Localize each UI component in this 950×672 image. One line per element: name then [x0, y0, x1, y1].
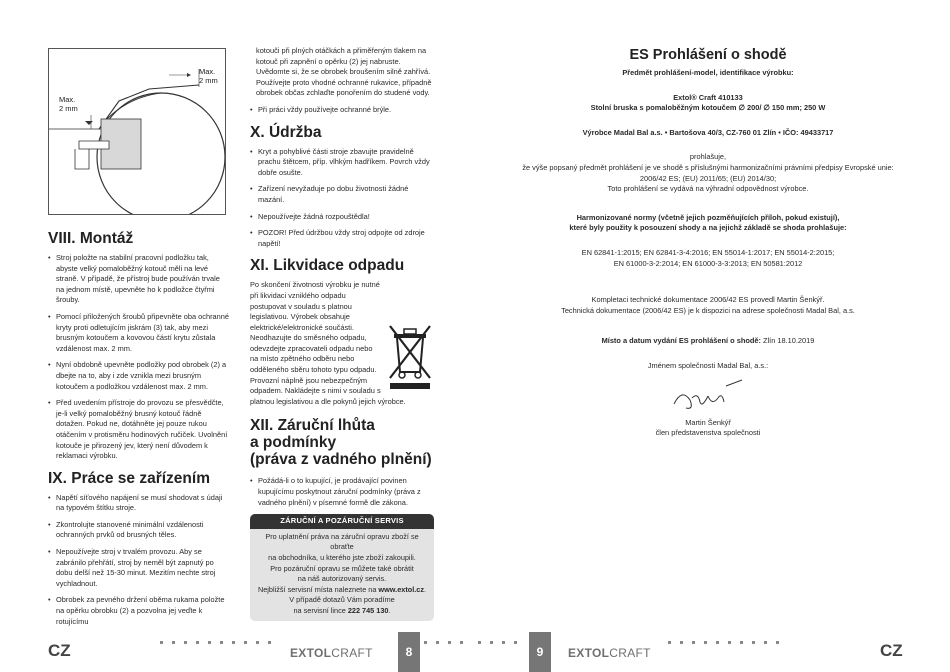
- section-12-title-line1: XII. Záruční lhůta: [250, 417, 375, 435]
- service-web-text: Nejbližší servisní místa naleznete na: [257, 584, 379, 594]
- norm-list-1: EN 62841-1:2015; EN 62841-3-4:2016; EN 55014-1:2017; EN 55014-2:2015;: [581, 247, 835, 257]
- service-body: [250, 529, 434, 621]
- norms-heading-2: které byly použity k posouzení shody a na jejichž základě se shoda prohlašuje:: [569, 223, 847, 233]
- weee-bin-icon: [386, 320, 434, 390]
- section-11-text: Po skončení životnosti výrobku je nutné při likvidaci vzniklého odpadu postupovat v souladu s platnou legislativou. Výrobek obsahuje elektrické/elektronické součásti. Neodhazujte do směsného odpadu, odevzdejte zpracovateli odpadu nebo na místo zpětného odběru nebo odděleného sběru tohoto typu odpadu. Provozní náplně jsou nebezpečným odpadem. Nakládejte s nimi v souladu s platnou legislativou a dle pokynů jejich výrobce.: [250, 280, 406, 406]
- service-web-line: [254, 585, 430, 596]
- language-code-right: CZ: [880, 641, 903, 660]
- right-column: [250, 46, 434, 621]
- service-line: Pro uplatnění práva na záruční opravu zboží se obraťte: [265, 531, 419, 552]
- list-item: • Nyní obdobně upevněte podložky pod obrobek (2) a dbejte na to, aby i zde vznikla mezi brusným kotoučem a podložkou vzdálenost max. 2 mm.: [48, 360, 230, 392]
- label-right-line2: 2 mm: [199, 76, 218, 85]
- grinder-figure: [48, 48, 226, 215]
- declaration-title: ES Prohlášení o shodě: [629, 47, 787, 63]
- brand-thin: CRAFT: [331, 646, 373, 660]
- service-line: V případě dotazů Vám poradíme: [289, 595, 395, 605]
- on-behalf: Jménem společnosti Madal Bal, a.s.:: [647, 360, 769, 370]
- service-web-link[interactable]: www.extol.cz: [378, 584, 424, 594]
- product-description: Stolní bruska s pomaloběžným kotoučem ∅ 200/ ∅ 150 mm; 250 W: [590, 103, 826, 113]
- section-10-list: [250, 147, 434, 250]
- brand-bold: EXTOL: [290, 646, 332, 660]
- list-item: • Stroj položte na stabilní pracovní podložku tak, abyste velký pomaloběžný kotouč měli na levé straně. V případě, že přístroj bude používán trvale na jednom místě, upevněte ho k podložce čtyřmi šrouby.: [48, 253, 230, 306]
- signature: [508, 372, 908, 418]
- declares: prohlašuje,: [689, 152, 727, 162]
- tech-doc-1: Kompletaci technické dokumentace 2006/42 ES provedl Martin Šenkýř.: [591, 295, 825, 305]
- service-line: na obchodníka, u kterého jste zboží zakoupili.: [268, 553, 416, 562]
- label-left-line2: 2 mm: [59, 104, 78, 113]
- section-11-body: [250, 280, 434, 407]
- service-phone-end: .: [388, 605, 391, 615]
- page-number-right: 9: [529, 632, 551, 672]
- manufacturer: Výrobce Madal Bal a.s. • Bartošova 40/3, CZ-760 01 Zlín • IČO: 49433717: [582, 127, 834, 137]
- list-item: • Zkontrolujte stanovené minimální vzdálenosti ochranných prvků od brusných těles.: [48, 520, 230, 541]
- list-item: • Před uvedením přístroje do provozu se přesvědčte, je-li velký pomaloběžný brusný kotouč řádně dotažen. Pokud ne, dotáhněte jej pouze rukou otáčením v protisměru hodinových ručiček. Uvolnění kotouče je přirozený jev, který není důvodem k reklamaci výrobku.: [48, 398, 230, 462]
- list-item: • Nepoužívejte stroj v trvalém provozu. Aby se zabránilo přehřátí, stroj by neměl být zapnutý po dobu delší než 15-30 minut. Mezitím nechte stroj vychladnout.: [48, 547, 230, 589]
- section-10-title: X. Údržba: [250, 123, 322, 141]
- list-item: • Kryt a pohyblivé části stroje zbavujte pravidelně prachu štětcem, příp. vlhkým hadříkem. Povrch vždy dobře osušte.: [250, 147, 434, 179]
- page-number-left: 8: [398, 632, 420, 672]
- service-box: [250, 514, 434, 620]
- service-phone-number: 222 745 130: [347, 605, 389, 615]
- figure-label-left: [59, 95, 78, 113]
- section-12-list: [250, 476, 434, 508]
- footer-dots-left-2: [424, 641, 474, 647]
- section-8-list: [48, 253, 230, 462]
- list-item: • Zařízení nevyžaduje po dobu životnosti žádné mazání.: [250, 184, 434, 205]
- place-date-label: Místo a datum vydání ES prohlášení o shodě:: [601, 336, 761, 346]
- place-date: [508, 336, 908, 347]
- list-item: • Napětí síťového napájení se musí shodovat s údaji na typovém štítku stroje.: [48, 493, 230, 514]
- brand-bold: EXTOL: [568, 646, 610, 660]
- service-line: Pro pozáruční opravu se můžete také obrátit: [270, 563, 414, 573]
- list-item: • Obrobek za pevného držení oběma rukama položte na opěrku obrobku (2) a pozvolna jej veďte k rotujícímu: [48, 595, 230, 627]
- norm-list-2: EN 61000-3-2:2014; EN 61000-3-3:2013; EN 50581:2012: [613, 258, 803, 268]
- signature-image: [668, 374, 748, 418]
- declaration: [508, 46, 908, 439]
- left-column: [48, 230, 230, 633]
- brand-logo-left: [290, 646, 373, 660]
- brand-thin: CRAFT: [609, 646, 651, 660]
- section-9-title: IX. Práce se zařízením: [48, 469, 210, 487]
- service-phone-text: na servisní lince: [293, 605, 348, 615]
- service-header: ZÁRUČNÍ A POZÁRUČNÍ SERVIS: [250, 514, 434, 529]
- figure-label-right: [199, 67, 218, 85]
- label-right-line1: Max.: [199, 67, 216, 76]
- signer-name: Martin Šenkýř: [685, 417, 731, 427]
- declaration-subject: Předmět prohlášení-model, identifikace výrobku:: [622, 68, 794, 77]
- service-line: na náš autorizovaný servis.: [297, 574, 387, 584]
- norms-heading-1: Harmonizované normy (včetně jejich pozměňujících příloh, pokud existují),: [576, 212, 840, 222]
- brand-logo-right: [568, 646, 651, 660]
- tech-doc-2: Technická dokumentace (2006/42 ES) je k dispozici na adrese společnosti Madal Bal, a.s.: [561, 305, 855, 315]
- list-item: • Požádá-li o to kupující, je prodávající povinen kupujícímu poskytnout záruční podmínky (práva z vadného plnění) v písemné formě dle zákona.: [250, 476, 434, 508]
- service-web-end: .: [423, 584, 427, 594]
- continuation-text: kotouči při plných otáčkách a přiměřeným tlakem na kotouč při zapnění o opěrku (2) jej nabruste. Uvědomte si, že se obrobek broušením silně zahřívá. Používejte proto vhodné ochranné rukavice, případně obrobek občas zchlaďte ponořením do studené vody.: [256, 46, 432, 98]
- list-item: • Při práci vždy používejte ochranné brýle.: [250, 105, 434, 116]
- product-model: Extol® Craft 410133: [673, 92, 743, 102]
- directives: 2006/42 ES; (EU) 2011/65; (EU) 2014/30;: [639, 173, 777, 183]
- footer-dots-left: [160, 641, 290, 647]
- list-item: • POZOR! Před údržbou vždy stroj odpojte od zdroje napětí!: [250, 228, 434, 249]
- section-11-title: XI. Likvidace odpadu: [250, 257, 405, 275]
- section-12-title-line2: a podmínky: [250, 434, 337, 452]
- section-8-title: VIII. Montáž: [48, 230, 134, 247]
- footer-dots-right-2: [668, 641, 798, 647]
- section-12-title: [250, 417, 434, 468]
- list-item: • Pomocí přiložených šroubů připevněte oba ochranné kryty proti odletujícím jiskrám (3) tak, aby mezi brusným kotoučem a kovovou částí krytu zůstala vzdálenost max. 2 mm.: [48, 312, 230, 354]
- list-item: • Nepoužívejte žádná rozpouštědla!: [250, 212, 434, 223]
- service-phone-line: [254, 606, 430, 617]
- glasses-list: [250, 105, 434, 116]
- label-left-line1: Max.: [59, 95, 76, 104]
- signer-role: člen představenstva společnosti: [655, 428, 761, 438]
- conformity-text: že výše popsaný předmět prohlášení je ve shodě s příslušnými harmonizačními právními předpisy Evropské unie:: [522, 162, 894, 172]
- responsibility: Toto prohlášení se vydává na výhradní odpovědnost výrobce.: [607, 184, 809, 194]
- language-code-left: CZ: [48, 641, 71, 660]
- footer-dots-right-1: [478, 641, 528, 647]
- place-date-value: Zlín 18.10.2019: [760, 336, 815, 346]
- section-9-list: [48, 493, 230, 628]
- section-12-title-line3: (práva z vadného plnění): [250, 451, 432, 469]
